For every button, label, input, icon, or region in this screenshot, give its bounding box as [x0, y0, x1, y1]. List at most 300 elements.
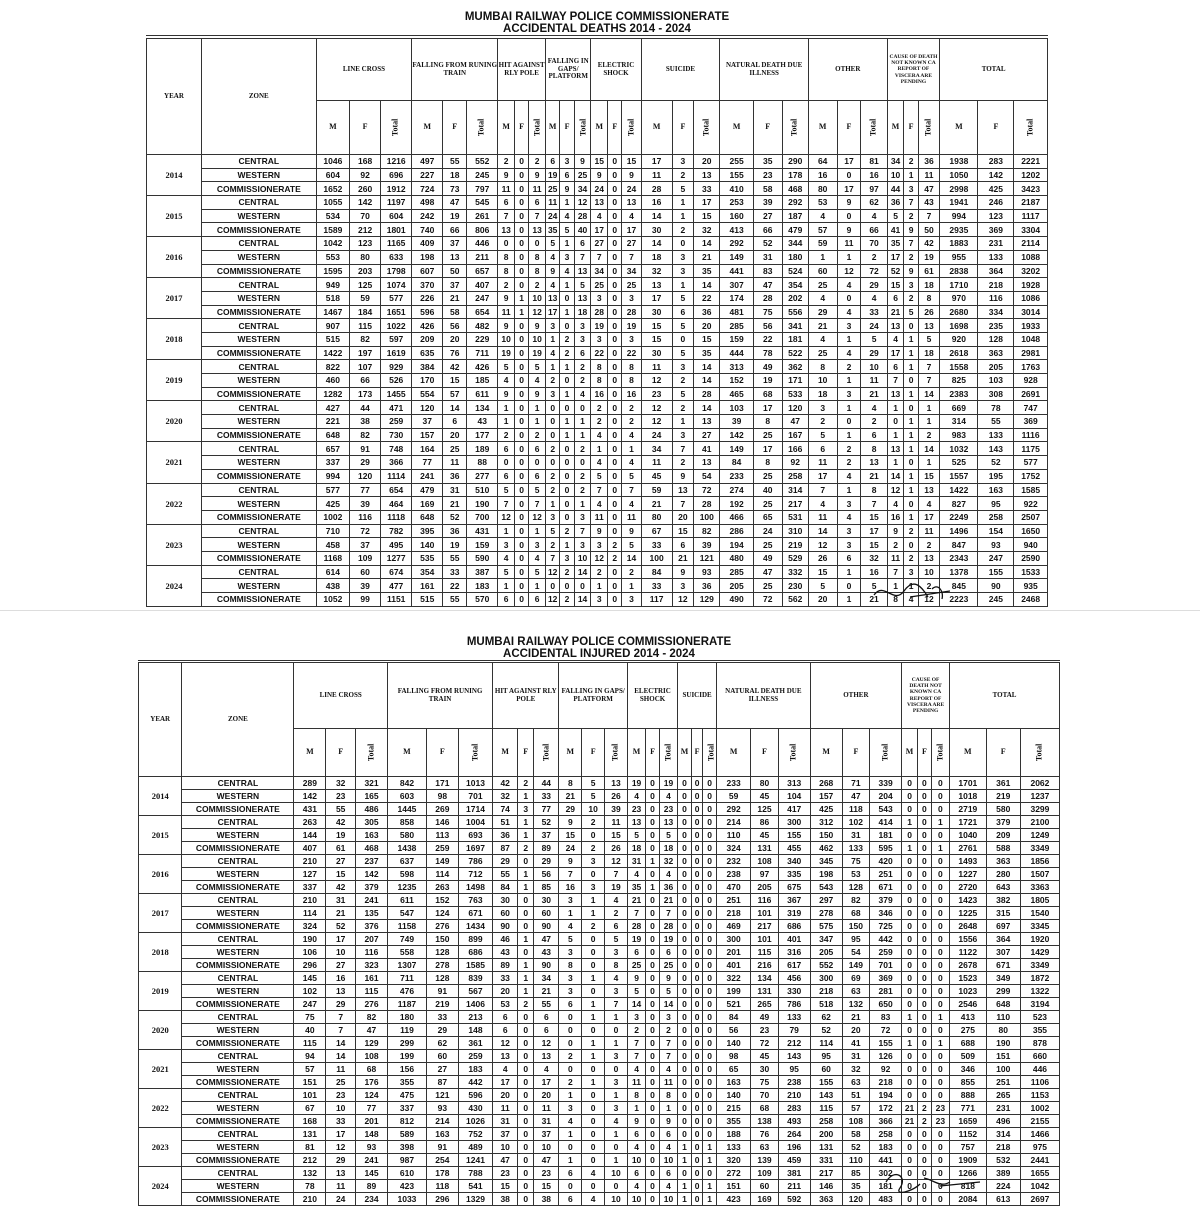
value-cell: 847	[940, 538, 978, 552]
value-cell: 0	[691, 1193, 702, 1206]
value-cell: 55	[326, 803, 356, 816]
value-cell: 1249	[1020, 829, 1059, 842]
value-cell: 0	[902, 1180, 918, 1193]
value-cell: 0	[672, 332, 694, 346]
value-cell: 21	[672, 551, 694, 565]
injured-sheet	[0, 612, 1200, 1204]
zone-cell: WESTERN	[182, 1141, 294, 1154]
value-cell: 1114	[381, 469, 412, 483]
value-cell: 0	[646, 920, 660, 933]
value-cell: 40	[574, 223, 591, 237]
value-cell: 635	[412, 346, 443, 360]
value-cell: 0	[529, 237, 546, 251]
value-cell: 339	[870, 777, 902, 790]
value-cell: 361	[986, 777, 1020, 790]
value-cell: 0	[608, 223, 622, 237]
value-cell: 92	[870, 1063, 902, 1076]
value-cell: 0	[646, 803, 660, 816]
value-cell: 0	[931, 907, 949, 920]
value-cell: 518	[810, 998, 842, 1011]
value-cell: 15	[918, 469, 940, 483]
value-cell: 1721	[950, 816, 987, 829]
female-header: F	[753, 101, 782, 155]
year-cell: 2015	[147, 196, 202, 237]
value-cell: 19	[529, 346, 546, 360]
value-cell: 13	[546, 291, 560, 305]
value-cell: 3	[560, 551, 574, 565]
value-cell: 0	[646, 946, 660, 959]
value-cell: 3	[546, 319, 560, 333]
value-cell: 167	[782, 428, 808, 442]
value-cell: 30	[534, 894, 559, 907]
value-cell: 3	[605, 1050, 628, 1063]
table-row	[139, 777, 1060, 790]
year-cell: 2017	[139, 894, 182, 933]
value-cell: 1	[582, 907, 605, 920]
value-cell: 18	[659, 842, 677, 855]
value-cell: 0	[518, 1076, 534, 1089]
value-cell: 0	[560, 497, 574, 511]
value-cell: 78	[294, 1180, 326, 1193]
total-header-label: Total	[626, 118, 636, 137]
value-cell: 37	[493, 1128, 518, 1141]
value-cell: 6	[574, 237, 591, 251]
value-cell: 0	[646, 1102, 660, 1115]
table-row	[139, 803, 1060, 816]
value-cell: 747	[1014, 401, 1048, 415]
value-cell: 611	[388, 894, 427, 907]
value-cell: 545	[467, 196, 498, 210]
value-cell: 2	[560, 593, 574, 607]
signature-mark	[880, 1164, 990, 1198]
value-cell: 2223	[940, 593, 978, 607]
value-cell: 929	[381, 360, 412, 374]
value-cell: 369	[1014, 415, 1048, 429]
value-cell: 261	[467, 209, 498, 223]
value-cell: 2719	[950, 803, 987, 816]
value-cell: 0	[691, 829, 702, 842]
value-cell: 190	[986, 1037, 1020, 1050]
value-cell: 1	[518, 972, 534, 985]
value-cell: 1055	[316, 196, 349, 210]
value-cell: 184	[350, 305, 381, 319]
year-cell: 2015	[139, 816, 182, 855]
value-cell: 570	[467, 593, 498, 607]
value-cell: 93	[356, 1141, 388, 1154]
value-cell: 8	[559, 959, 582, 972]
value-cell: 32	[861, 551, 887, 565]
value-cell: 3	[837, 524, 861, 538]
value-cell: 133	[717, 1141, 751, 1154]
value-cell: 2935	[940, 223, 978, 237]
value-cell: 0	[559, 1063, 582, 1076]
value-cell: 471	[381, 401, 412, 415]
value-cell: 131	[751, 842, 778, 855]
value-cell: 60	[751, 1180, 778, 1193]
value-cell: 3	[591, 291, 608, 305]
value-cell: 3	[837, 497, 861, 511]
value-cell: 8	[753, 415, 782, 429]
table-row	[139, 881, 1060, 894]
zone-cell: COMMISSIONERATE	[201, 305, 316, 319]
value-cell: 1	[904, 332, 918, 346]
value-cell: 4	[622, 209, 641, 223]
value-cell: 13	[574, 264, 591, 278]
value-cell: 71	[842, 777, 869, 790]
value-cell: 85	[842, 1167, 869, 1180]
value-cell: 11	[837, 237, 861, 251]
value-cell: 16	[591, 387, 608, 401]
value-cell: 2	[622, 415, 641, 429]
value-cell: 13	[659, 816, 677, 829]
value-cell: 8	[887, 593, 904, 607]
value-cell: 1	[659, 1102, 677, 1115]
value-cell: 14	[694, 278, 720, 292]
value-cell: 11	[591, 510, 608, 524]
value-cell: 27	[426, 1063, 458, 1076]
value-cell: 3349	[1020, 842, 1059, 855]
value-cell: 5	[560, 223, 574, 237]
zone-cell: WESTERN	[182, 907, 294, 920]
value-cell: 32	[842, 1063, 869, 1076]
value-cell: 0	[608, 250, 622, 264]
value-cell: 0	[902, 933, 918, 946]
value-cell: 3345	[1020, 920, 1059, 933]
value-cell: 47	[918, 182, 940, 196]
male-header: M	[678, 729, 692, 777]
value-cell: 2	[904, 551, 918, 565]
value-cell: 480	[720, 551, 753, 565]
value-cell: 0	[931, 790, 949, 803]
value-cell: 20	[493, 985, 518, 998]
value-cell: 9	[659, 1115, 677, 1128]
value-cell: 0	[608, 319, 622, 333]
value-cell: 825	[940, 374, 978, 388]
value-cell: 21	[534, 985, 559, 998]
value-cell: 233	[720, 469, 753, 483]
value-cell: 4	[559, 920, 582, 933]
value-cell: 12	[887, 483, 904, 497]
value-cell: 80	[986, 1024, 1020, 1037]
value-cell: 0	[918, 946, 932, 959]
total-header	[931, 729, 949, 777]
value-cell: 0	[678, 933, 692, 946]
value-cell: 1	[560, 538, 574, 552]
value-cell: 47	[534, 1154, 559, 1167]
value-cell: 157	[412, 428, 443, 442]
value-cell: 259	[870, 946, 902, 959]
value-cell: 11	[918, 168, 940, 182]
value-cell: 0	[691, 946, 702, 959]
value-cell: 2	[518, 998, 534, 1011]
deaths-title	[146, 11, 1048, 36]
value-cell: 6	[529, 442, 546, 456]
value-cell: 19	[546, 168, 560, 182]
value-cell: 230	[782, 579, 808, 593]
value-cell: 40	[753, 483, 782, 497]
value-cell: 0	[678, 907, 692, 920]
value-cell: 654	[381, 483, 412, 497]
value-cell: 127	[294, 868, 326, 881]
value-cell: 231	[978, 237, 1014, 251]
value-cell: 25	[753, 579, 782, 593]
value-cell: 4	[559, 1115, 582, 1128]
value-cell: 324	[294, 920, 326, 933]
value-cell: 60	[810, 1063, 842, 1076]
value-cell: 171	[782, 374, 808, 388]
value-cell: 0	[514, 565, 528, 579]
value-cell: 460	[316, 374, 349, 388]
value-cell: 0	[608, 510, 622, 524]
value-cell: 643	[986, 881, 1020, 894]
value-cell: 0	[608, 305, 622, 319]
value-cell: 8	[529, 264, 546, 278]
value-cell: 1237	[1020, 790, 1059, 803]
value-cell: 74	[493, 803, 518, 816]
value-cell: 117	[641, 593, 672, 607]
value-cell: 441	[720, 264, 753, 278]
value-cell: 5	[672, 291, 694, 305]
value-cell: 2221	[1014, 155, 1048, 169]
value-cell: 0	[703, 972, 717, 985]
value-cell: 37	[443, 237, 467, 251]
value-cell: 35	[842, 1180, 869, 1193]
value-cell: 0	[931, 985, 949, 998]
table-row	[147, 387, 1048, 401]
total-header-label: Total	[880, 743, 890, 762]
value-cell: 86	[751, 816, 778, 829]
zone-cell: CENTRAL	[182, 1050, 294, 1063]
value-cell: 730	[381, 428, 412, 442]
value-cell: 2383	[940, 387, 978, 401]
value-cell: 455	[778, 842, 810, 855]
value-cell: 15	[326, 868, 356, 881]
value-cell: 2	[560, 332, 574, 346]
table-row	[147, 264, 1048, 278]
value-cell: 143	[978, 442, 1014, 456]
value-cell: 425	[810, 803, 842, 816]
value-cell: 1498	[458, 881, 492, 894]
value-cell: 0	[918, 1011, 932, 1024]
value-cell: 5	[627, 829, 645, 842]
value-cell: 183	[467, 579, 498, 593]
value-cell: 1798	[381, 264, 412, 278]
value-cell: 47	[753, 278, 782, 292]
value-cell: 131	[751, 985, 778, 998]
value-cell: 5	[529, 565, 546, 579]
value-cell: 10	[861, 360, 887, 374]
value-cell: 0	[918, 1089, 932, 1102]
value-cell: 65	[717, 1063, 751, 1076]
value-cell: 1	[498, 579, 515, 593]
value-cell: 32	[326, 777, 356, 790]
value-cell: 0	[902, 1154, 918, 1167]
zone-cell: CENTRAL	[201, 237, 316, 251]
value-cell: 82	[356, 1011, 388, 1024]
value-cell: 75	[753, 305, 782, 319]
year-header: YEAR	[139, 663, 182, 777]
value-cell: 11	[808, 510, 837, 524]
value-cell: 36	[443, 469, 467, 483]
value-cell: 498	[412, 196, 443, 210]
value-cell: 1	[931, 1037, 949, 1050]
total-header-label: Total	[476, 118, 486, 137]
value-cell: 361	[458, 1037, 492, 1050]
value-cell: 481	[720, 305, 753, 319]
year-cell: 2023	[147, 524, 202, 565]
value-cell: 3	[672, 155, 694, 169]
value-cell: 1002	[1020, 1102, 1059, 1115]
total-header-label: Total	[1034, 743, 1044, 762]
value-cell: 2	[904, 250, 918, 264]
value-cell: 0	[678, 816, 692, 829]
total-header-label: Total	[868, 118, 878, 137]
value-cell: 44	[350, 401, 381, 415]
value-cell: 839	[458, 972, 492, 985]
value-cell: 219	[782, 538, 808, 552]
value-cell: 98	[717, 1050, 751, 1063]
value-cell: 26	[605, 842, 628, 855]
value-cell: 246	[978, 196, 1014, 210]
value-cell: 1	[518, 829, 534, 842]
value-cell: 183	[870, 1141, 902, 1154]
value-cell: 398	[388, 1141, 427, 1154]
value-cell: 483	[870, 1193, 902, 1206]
value-cell: 164	[412, 442, 443, 456]
value-cell: 0	[902, 985, 918, 998]
value-cell: 6	[529, 469, 546, 483]
value-cell: 700	[467, 510, 498, 524]
value-cell: 150	[810, 829, 842, 842]
deaths-table	[146, 38, 1048, 607]
value-cell: 3	[837, 319, 861, 333]
value-cell: 16	[861, 168, 887, 182]
value-cell: 202	[782, 291, 808, 305]
value-cell: 52	[753, 237, 782, 251]
zone-cell: COMMISSIONERATE	[182, 998, 294, 1011]
value-cell: 0	[691, 920, 702, 933]
value-cell: 0	[582, 1089, 605, 1102]
value-cell: 1	[808, 250, 837, 264]
value-cell: 138	[751, 1115, 778, 1128]
value-cell: 13	[641, 278, 672, 292]
value-cell: 53	[493, 998, 518, 1011]
group-header: NATURAL DEATH DUE ILLNESS	[717, 663, 811, 729]
value-cell: 3014	[1014, 305, 1048, 319]
value-cell: 42	[918, 237, 940, 251]
value-cell: 24	[753, 524, 782, 538]
value-cell: 12	[529, 510, 546, 524]
value-cell: 598	[388, 868, 427, 881]
value-cell: 1	[560, 237, 574, 251]
value-cell: 337	[316, 456, 349, 470]
male-header: M	[808, 101, 837, 155]
value-cell: 420	[870, 855, 902, 868]
value-cell: 0	[691, 1024, 702, 1037]
value-cell: 6	[659, 1167, 677, 1180]
value-cell: 24	[641, 428, 672, 442]
value-cell: 5	[574, 278, 591, 292]
value-cell: 247	[978, 551, 1014, 565]
value-cell: 0	[582, 1128, 605, 1141]
value-cell: 970	[940, 291, 978, 305]
value-cell: 4	[605, 1115, 628, 1128]
male-header: M	[717, 729, 751, 777]
value-cell: 0	[518, 1128, 534, 1141]
value-cell: 0	[837, 415, 861, 429]
value-cell: 14	[326, 1037, 356, 1050]
value-cell: 0	[703, 790, 717, 803]
value-cell: 9	[837, 196, 861, 210]
value-cell: 710	[316, 524, 349, 538]
value-cell: 5	[591, 469, 608, 483]
value-cell: 1	[703, 1154, 717, 1167]
value-cell: 18	[627, 842, 645, 855]
value-cell: 81	[294, 1141, 326, 1154]
zone-cell: WESTERN	[182, 985, 294, 998]
value-cell: 73	[443, 182, 467, 196]
value-cell: 1557	[940, 469, 978, 483]
table-row	[147, 250, 1048, 264]
value-cell: 114	[810, 1037, 842, 1050]
value-cell: 935	[1014, 579, 1048, 593]
zone-cell: CENTRAL	[201, 565, 316, 579]
value-cell: 423	[388, 1180, 427, 1193]
group-header: FALLING FROM RUNING TRAIN	[388, 663, 493, 729]
value-cell: 12	[808, 538, 837, 552]
value-cell: 11	[498, 182, 515, 196]
value-cell: 103	[720, 401, 753, 415]
table-row	[147, 168, 1048, 182]
value-cell: 588	[986, 842, 1020, 855]
value-cell: 0	[518, 1115, 534, 1128]
value-cell: 11	[326, 1180, 356, 1193]
value-cell: 7	[622, 483, 641, 497]
value-cell: 8	[591, 360, 608, 374]
table-row	[139, 1037, 1060, 1050]
value-cell: 1	[546, 497, 560, 511]
value-cell: 39	[350, 497, 381, 511]
value-cell: 140	[412, 538, 443, 552]
value-cell: 330	[778, 985, 810, 998]
value-cell: 14	[574, 565, 591, 579]
value-cell: 0	[918, 933, 932, 946]
value-cell: 0	[902, 1050, 918, 1063]
value-cell: 3	[582, 855, 605, 868]
value-cell: 8	[753, 456, 782, 470]
value-cell: 3	[622, 593, 641, 607]
value-cell: 13	[534, 1050, 559, 1063]
value-cell: 1	[518, 985, 534, 998]
value-cell: 1423	[950, 894, 987, 907]
value-cell: 42	[443, 360, 467, 374]
value-cell: 115	[356, 985, 388, 998]
value-cell: 20	[443, 428, 467, 442]
value-cell: 1	[931, 842, 949, 855]
value-cell: 13	[918, 483, 940, 497]
value-cell: 93	[694, 565, 720, 579]
table-row	[147, 428, 1048, 442]
value-cell: 15	[605, 829, 628, 842]
value-cell: 5	[622, 469, 641, 483]
value-cell: 229	[467, 332, 498, 346]
value-cell: 3	[574, 538, 591, 552]
value-cell: 782	[381, 524, 412, 538]
value-cell: 1	[672, 278, 694, 292]
value-cell: 26	[808, 551, 837, 565]
value-cell: 17	[534, 1076, 559, 1089]
male-header: M	[493, 729, 518, 777]
